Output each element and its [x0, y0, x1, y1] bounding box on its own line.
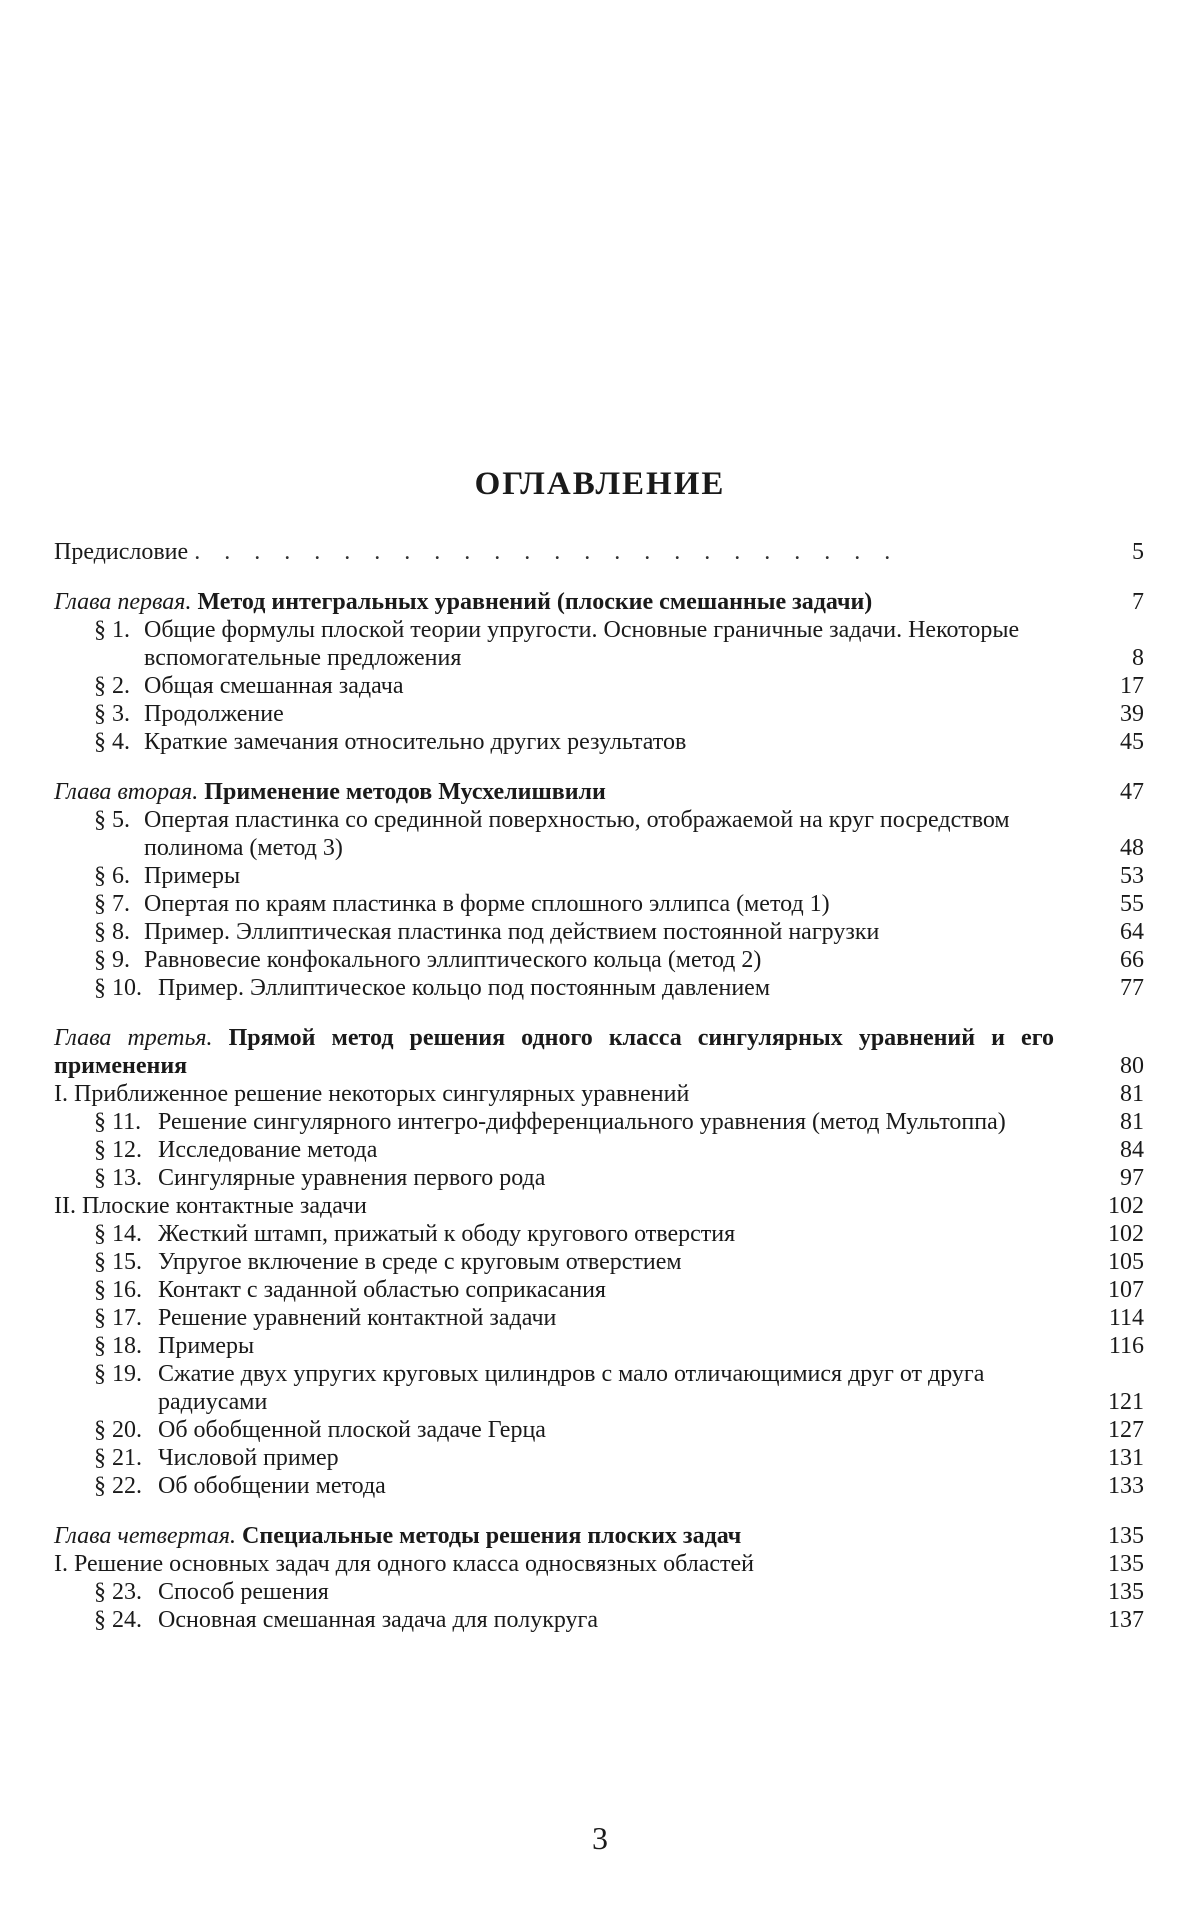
entry-title: Продолжение — [144, 701, 284, 727]
entry-page: 133 — [1108, 1473, 1144, 1499]
chapter-title: Применение методов Мусхелишвили — [204, 779, 606, 805]
section-number: § 6. — [94, 863, 130, 889]
toc-entry — [54, 974, 1144, 1002]
toc-chapter — [54, 1024, 1144, 1080]
entry-page: 53 — [1120, 863, 1144, 889]
toc-entry — [54, 1248, 1144, 1276]
entry-page: 81 — [1120, 1081, 1144, 1107]
section-number: § 24. — [94, 1607, 142, 1633]
entry-page: 80 — [1120, 1053, 1144, 1079]
entry-page: 116 — [1108, 1333, 1144, 1359]
toc-entry — [54, 1416, 1144, 1444]
entry-page: 39 — [1120, 701, 1144, 727]
toc-entry — [54, 1444, 1144, 1472]
toc-part — [54, 1550, 1144, 1578]
entry-page: 64 — [1120, 919, 1144, 945]
section-number: § 16. — [94, 1277, 142, 1303]
toc-entry — [54, 1606, 1144, 1634]
entry-title: Опертая по краям пластинка в форме сплошного эллипса (метод 1) — [144, 891, 830, 917]
section-number: § 5. — [94, 807, 130, 833]
toc-entry — [54, 1276, 1144, 1304]
chapter-title: Прямой метод решения одного класса сингулярных уравнений и его применения — [54, 1025, 1055, 1079]
entry-page: 137 — [1108, 1607, 1144, 1633]
entry-page: 127 — [1108, 1417, 1144, 1443]
section-number: § 7. — [94, 891, 130, 917]
entry-title: Об обобщенной плоской задаче Герца — [158, 1417, 546, 1443]
section-number: § 17. — [94, 1305, 142, 1331]
entry-title: Равновесие конфокального эллиптического кольца (метод 2) — [144, 947, 762, 973]
entry-title: Примеры — [144, 863, 241, 889]
entry-page: 135 — [1108, 1551, 1144, 1577]
entry-title: Опертая пластинка со срединной поверхностью, отображаемой на круг посредством полинома (метод 3) — [144, 807, 1010, 861]
page-number: 3 — [592, 1820, 608, 1856]
entry-page: 45 — [1120, 729, 1144, 755]
section-number: § 23. — [94, 1579, 142, 1605]
entry-title: II. Плоские контактные задачи — [54, 1193, 367, 1219]
entry-title: Сингулярные уравнения первого рода — [158, 1165, 546, 1191]
entry-title: Способ решения — [158, 1579, 329, 1605]
section-number: § 21. — [94, 1445, 142, 1471]
entry-title: Пример. Эллиптическая пластинка под действием постоянной нагрузки — [144, 919, 880, 945]
entry-page: 48 — [1120, 835, 1144, 861]
entry-title: Исследование метода — [158, 1137, 378, 1163]
toc-entry — [54, 1304, 1144, 1332]
toc-group-chapter-4 — [54, 1522, 1144, 1634]
chapter-title: Метод интегральных уравнений (плоские смешанные задачи) — [197, 589, 873, 615]
entry-page: 17 — [1120, 673, 1144, 699]
toc-group-preface — [54, 538, 1144, 566]
chapter-lead: Глава первая. — [54, 589, 192, 615]
toc-entry — [54, 946, 1144, 974]
entry-title: Основная смешанная задача для полукруга — [158, 1607, 599, 1633]
entry-title: I. Решение основных задач для одного класса односвязных областей — [54, 1551, 755, 1577]
entry-title: Об обобщении метода — [158, 1473, 386, 1499]
toc-entry — [54, 1360, 1144, 1416]
section-number: § 10. — [94, 975, 142, 1001]
entry-page: 114 — [1108, 1305, 1144, 1331]
toc-entry — [54, 1332, 1144, 1360]
entry-title: I. Приближенное решение некоторых сингулярных уравнений — [54, 1081, 690, 1107]
toc-entry — [54, 672, 1144, 700]
entry-title: Сжатие двух упругих круговых цилиндров с мало отличающимися друг от друга радиусами — [158, 1361, 985, 1415]
entry-title: Решение уравнений контактной задачи — [158, 1305, 557, 1331]
page-title: ОГЛАВЛЕНИЕ — [474, 466, 726, 502]
section-number: § 11. — [94, 1109, 142, 1135]
section-number: § 4. — [94, 729, 130, 755]
section-number: § 3. — [94, 701, 130, 727]
entry-page: 55 — [1120, 891, 1144, 917]
toc-entry — [54, 1108, 1144, 1136]
entry-page: 105 — [1108, 1249, 1144, 1275]
section-number: § 2. — [94, 673, 130, 699]
entry-page: 97 — [1120, 1165, 1144, 1191]
toc-entry: Предисловие ........................ 5 — [54, 539, 1144, 565]
entry-title: Общие формулы плоской теории упругости. Основные граничные задачи. Некоторые вспомогательные предложения — [144, 617, 1020, 671]
chapter-lead: Глава четвертая. — [54, 1523, 237, 1549]
toc-entry — [54, 1220, 1144, 1248]
section-number: § 1. — [94, 617, 130, 643]
section-number: § 22. — [94, 1473, 142, 1499]
toc-entry — [54, 1472, 1144, 1500]
section-number: § 8. — [94, 919, 130, 945]
entry-page: 66 — [1120, 947, 1144, 973]
entry-page: 102 — [1108, 1193, 1144, 1219]
entry-title: Предисловие — [54, 539, 189, 565]
toc-group-chapter-1 — [54, 588, 1144, 756]
toc-entry — [54, 616, 1144, 672]
toc-entry — [54, 1136, 1144, 1164]
entry-page: 47 — [1120, 779, 1144, 805]
entry-page: 131 — [1108, 1445, 1144, 1471]
section-number: § 9. — [94, 947, 130, 973]
toc-entry — [54, 918, 1144, 946]
entry-title: Пример. Эллиптическое кольцо под постоянным давлением — [158, 975, 771, 1001]
toc-entry — [54, 890, 1144, 918]
entry-page: 77 — [1120, 975, 1144, 1001]
section-number: § 15. — [94, 1249, 142, 1275]
entry-title: Упругое включение в среде с круговым отверстием — [158, 1249, 682, 1275]
entry-page: 121 — [1108, 1389, 1144, 1415]
entry-page: 81 — [1120, 1109, 1144, 1135]
toc-chapter — [54, 1522, 1144, 1550]
entry-page: 135 — [1108, 1523, 1144, 1549]
entry-page: 107 — [1108, 1277, 1144, 1303]
section-number: § 19. — [94, 1361, 142, 1387]
entry-title: Числовой пример — [158, 1445, 339, 1471]
section-number: § 20. — [94, 1417, 142, 1443]
chapter-lead: Глава третья. — [54, 1025, 213, 1051]
toc-group-chapter-2 — [54, 778, 1144, 1002]
entry-title: Контакт с заданной областью соприкасания — [158, 1277, 606, 1303]
toc-entry — [54, 728, 1144, 756]
section-number: § 18. — [94, 1333, 142, 1359]
entry-page: 5 — [1132, 539, 1144, 565]
entry-title: Краткие замечания относительно других результатов — [144, 729, 687, 755]
entry-page: 8 — [1132, 645, 1144, 671]
toc-entry — [54, 700, 1144, 728]
table-of-contents — [54, 538, 1144, 1656]
toc-group-chapter-3 — [54, 1024, 1144, 1500]
toc-chapter — [54, 778, 1144, 806]
entry-page: 135 — [1108, 1579, 1144, 1605]
entry-title: Жесткий штамп, прижатый к ободу кругового отверстия — [158, 1221, 736, 1247]
entry-title: Общая смешанная задача — [144, 673, 404, 699]
toc-part — [54, 1080, 1144, 1108]
entry-page: 7 — [1132, 589, 1144, 615]
toc-chapter — [54, 588, 1144, 616]
toc-part — [54, 1192, 1144, 1220]
section-number: § 14. — [94, 1221, 142, 1247]
entry-page: 102 — [1108, 1221, 1144, 1247]
toc-entry — [54, 1578, 1144, 1606]
section-number: § 12. — [94, 1137, 142, 1163]
chapter-lead: Глава вторая. — [54, 779, 199, 805]
entry-title: Примеры — [158, 1333, 255, 1359]
toc-entry — [54, 1164, 1144, 1192]
section-number: § 13. — [94, 1165, 142, 1191]
entry-page: 84 — [1120, 1137, 1144, 1163]
chapter-title: Специальные методы решения плоских задач — [242, 1523, 742, 1549]
toc-entry — [54, 862, 1144, 890]
toc-entry — [54, 806, 1144, 862]
entry-title: Решение сингулярного интегро-дифференциального уравнения (метод Мультоппа) — [158, 1109, 1006, 1135]
